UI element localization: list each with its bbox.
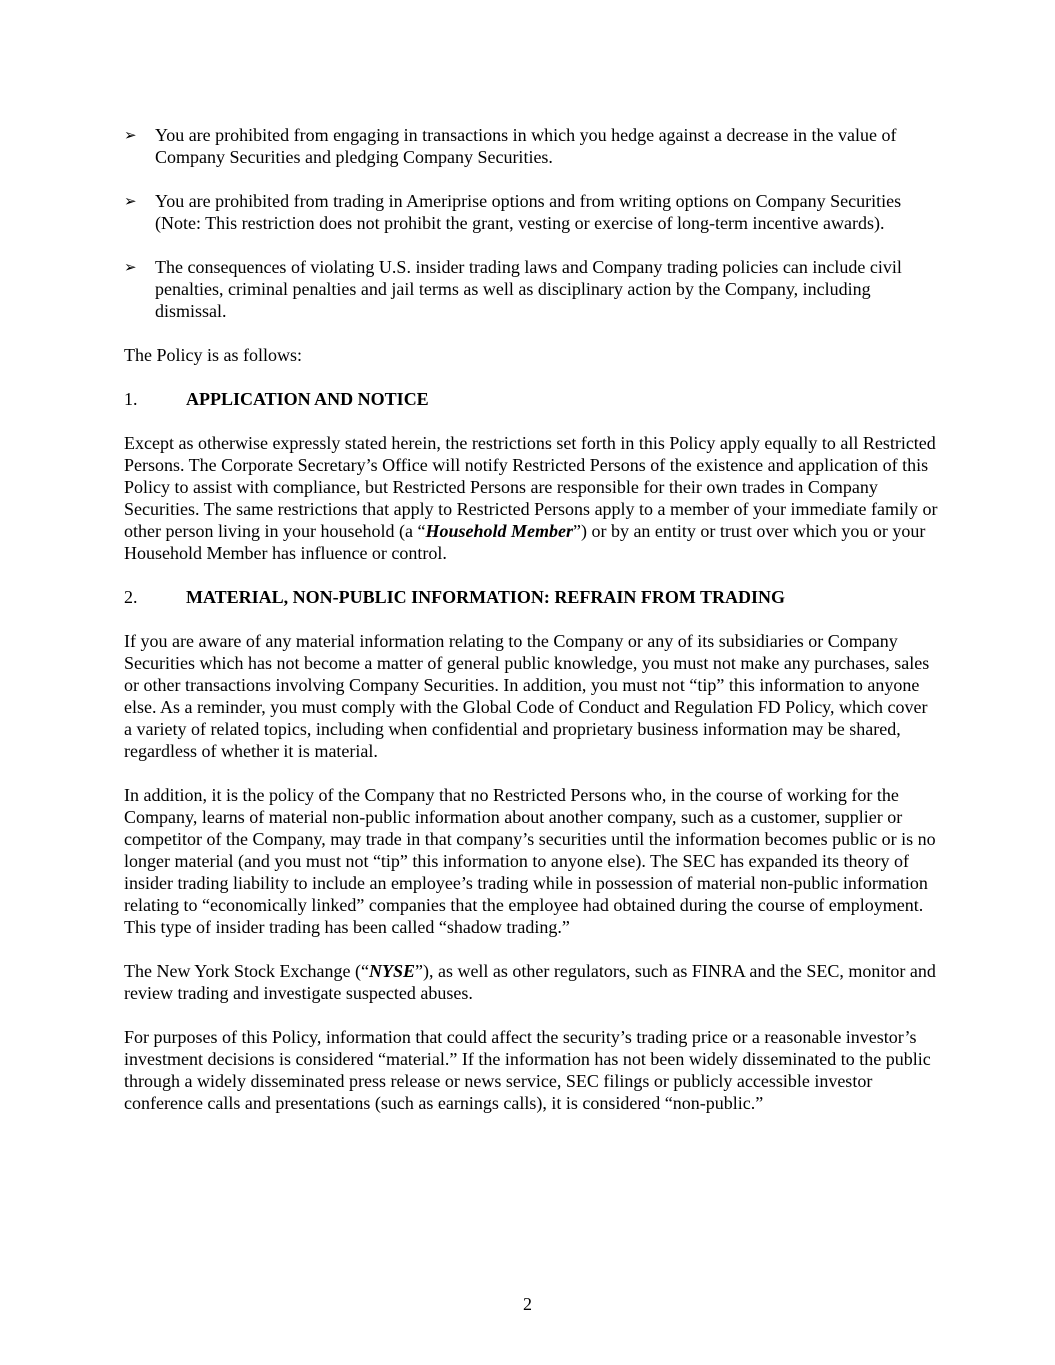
bullet-item (124, 124, 939, 168)
arrow-bullet-icon: ➢ (124, 192, 137, 210)
section-title: MATERIAL, NON-PUBLIC INFORMATION: REFRAIN FROM TRADING (186, 587, 786, 607)
bullet-item (124, 190, 939, 234)
defined-term-nyse: NYSE (368, 961, 415, 981)
application-text-start: Except as otherwise expressly stated herein, the restrictions set forth in this Policy apply equally to all Restricted Persons. The Corporate Secretary’s Office will notify Restricted Persons of the existence and application of this Policy to assist with compliance, but Restricted Persons are responsible for their own trades in Company Securities. The same restrictions that apply to Restricted Persons apply to a member of your immediate family or other person living in your household (a “ (124, 433, 938, 541)
application-paragraph (124, 432, 939, 564)
material-info-paragraph-3 (124, 960, 939, 1004)
material-info-paragraph-2: In addition, it is the policy of the Company that no Restricted Persons who, in the course of working for the Company, learns of material non-public information about another company, such as a customer, supplier or competitor of the Company, may trade in that company’s securities until the information becomes public or is no longer material (and you must not “tip” this information to anyone else). The SEC has expanded its theory of insider trading liability to include an employee’s trading while in possession of material non-public information relating to “economically linked” companies that the employee had obtained during the course of employment. This type of insider trading has been called “shadow trading.” (124, 785, 936, 937)
page-number: 2 (523, 1294, 532, 1314)
bullet-text: You are prohibited from engaging in transactions in which you hedge against a decrease in the value of Company Securities and pledging Company Securities. (155, 125, 897, 167)
application-text-end: ”) or by an entity or trust over which you or your Household Member has influence or control. (124, 521, 926, 563)
policy-intro: The Policy is as follows: (124, 345, 302, 365)
material-info-paragraph-1: If you are aware of any material information relating to the Company or any of its subsidiaries or Company Securities which has not become a matter of general public knowledge, you must not make any purchases, sales or other transactions involving Company Securities. In addition, you must not “tip” this information to anyone else. As a reminder, you must comply with the Global Code of Conduct and Regulation FD Policy, which cover a variety of related topics, including when confidential and proprietary business information may be shared, regardless of whether it is material. (124, 631, 930, 761)
document-page-body (124, 124, 939, 1136)
bullet-item (124, 256, 939, 322)
nyse-text-end: ”), as well as other regulators, such as FINRA and the SEC, monitor and review trading and investigate suspected abuses. (124, 961, 936, 1003)
bullet-text: You are prohibited from trading in Ameriprise options and from writing options on Company Securities (Note: This restriction does not prohibit the grant, vesting or exercise of long-term incentive awards). (155, 191, 902, 233)
arrow-bullet-icon: ➢ (124, 258, 137, 276)
section-heading-material-information (124, 586, 939, 608)
defined-term-household-member: Household Member (425, 521, 573, 541)
nyse-text-start: The New York Stock Exchange (“ (124, 961, 369, 981)
section-title: APPLICATION AND NOTICE (186, 389, 429, 409)
bullet-text: The consequences of violating U.S. insider trading laws and Company trading policies can include civil penalties, criminal penalties and jail terms as well as disciplinary action by the Company, including dismissal. (155, 257, 902, 321)
material-info-paragraph-4: For purposes of this Policy, information that could affect the security’s trading price or a reasonable investor’s investment decisions is considered “material.” If the information has not been widely disseminated to the public through a widely disseminated press release or news service, SEC filings or publicly accessible investor conference calls and presentations (such as earnings calls), it is considered “non-public.” (124, 1027, 931, 1113)
section-number: 2. (124, 587, 138, 607)
section-number: 1. (124, 389, 138, 409)
arrow-bullet-icon: ➢ (124, 126, 137, 144)
section-heading-application (124, 388, 939, 410)
